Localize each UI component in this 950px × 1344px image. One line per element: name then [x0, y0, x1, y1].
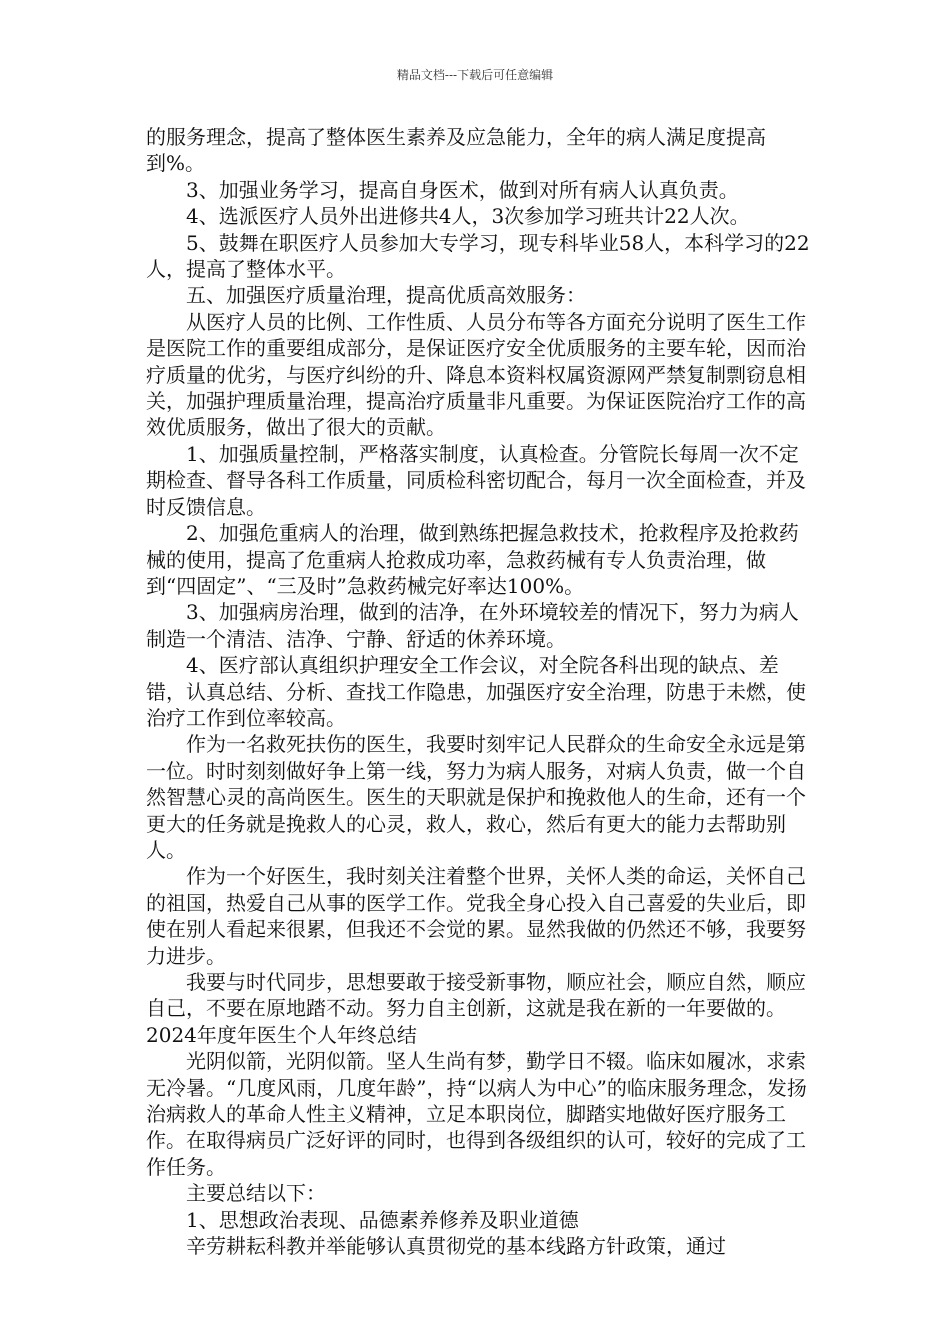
section-heading: 1、思想政治表现、品德素养修养及职业道德	[186, 1207, 579, 1232]
paragraph: 的服务理念，提高了整体医生素养及应急能力，全年的病人满足度提高到%。	[146, 125, 766, 176]
paragraph: 主要总结以下：	[186, 1181, 326, 1206]
paragraph: 4、选派医疗人员外出进修共4人，3次参加学习班共计22人次。	[186, 204, 750, 229]
paragraph: 作为一个好医生，我时刻关注着整个世界，关怀人类的命运，关怀自己的祖国，热爱自己从事的医学工作。党我全身心投入自己喜爱的失业后，即使在别人看起来很累，但我还不会觉的累。显然我做的仍然还不够，我要努力进步。	[146, 864, 806, 968]
paragraph: 1、加强质量控制，严格落实制度，认真检查。分管院长每周一次不定期检查、督导各科工作质量，同质检科密切配合，每月一次全面检查，并及时反馈信息。	[146, 441, 806, 519]
paragraph: 从医疗人员的比例、工作性质、人员分布等各方面充分说明了医生工作是医院工作的重要组成部分，是保证医疗安全优质服务的主要车轮，因而治疗质量的优劣，与医疗纠纷的升、降息本资料权属资源网严禁复制剽窃息相关，加强护理质量治理，提高治疗质量非凡重要。为保证医院治疗工作的高效优质服务，做出了很大的贡献。	[146, 309, 806, 440]
paragraph: 作为一名救死扶伤的医生，我要时刻牢记人民群众的生命安全永远是第一位。时时刻刻做好争上第一线，努力为病人服务，对病人负责，做一个自然智慧心灵的高尚医生。医生的天职就是保护和挽救他人的生命，还有一个更大的任务就是挽救人的心灵，救人，救心，然后有更大的能力去帮助别人。	[146, 732, 806, 862]
page-header: 精品文档---下载后可任意编辑	[396, 68, 554, 82]
section-heading: 五、加强医疗质量治理，提高优质高效服务：	[186, 283, 586, 308]
paragraph: 4、医疗部认真组织护理安全工作会议，对全院各科出现的缺点、差错，认真总结、分析、查找工作隐患，加强医疗安全治理，防患于未燃，使治疗工作到位率较高。	[146, 653, 806, 730]
paragraph: 我要与时代同步，思想要敢于接受新事物，顺应社会，顺应自然，顺应自己，不要在原地踏不动。努力自主创新，这就是我在新的一年要做的。 2024年度年医生个人年终总结	[146, 970, 816, 1047]
paragraph: 光阴似箭，光阴似箭。坚人生尚有梦，勤学日不辍。临床如履冰，求索无冷暑。“几度风雨，几度年龄”，持“以病人为中心”的临床服务理念，发扬治病救人的革命人性主义精神，立足本职岗位，脚踏实地做好医疗服务工作。在取得病员广泛好评的同时，也得到各级组织的认可，较好的完成了工作任务。	[146, 1049, 807, 1179]
paragraph: 5、鼓舞在职医疗人员参加大专学习，现专科毕业58人，本科学习的22人，提高了整体水平。	[146, 230, 810, 282]
paragraph: 3、加强病房治理，做到的洁净，在外环境较差的情况下，努力为病人制造一个清洁、洁净、宁静、舒适的休养环境。	[146, 600, 799, 651]
paragraph: 辛劳耕耘科教并举能够认真贯彻党的基本线路方针政策，通过	[186, 1234, 726, 1259]
paragraph: 2、加强危重病人的治理，做到熟练把握急救技术，抢救程序及抢救药械的使用，提高了危重病人抢救成功率，急救药械有专人负责治理，做到“四固定”、“三及时”急救药械完好率达100%。	[146, 521, 799, 598]
paragraph: 3、加强业务学习，提高自身医术，做到对所有病人认真负责。	[186, 177, 739, 202]
document-body	[146, 124, 816, 1259]
